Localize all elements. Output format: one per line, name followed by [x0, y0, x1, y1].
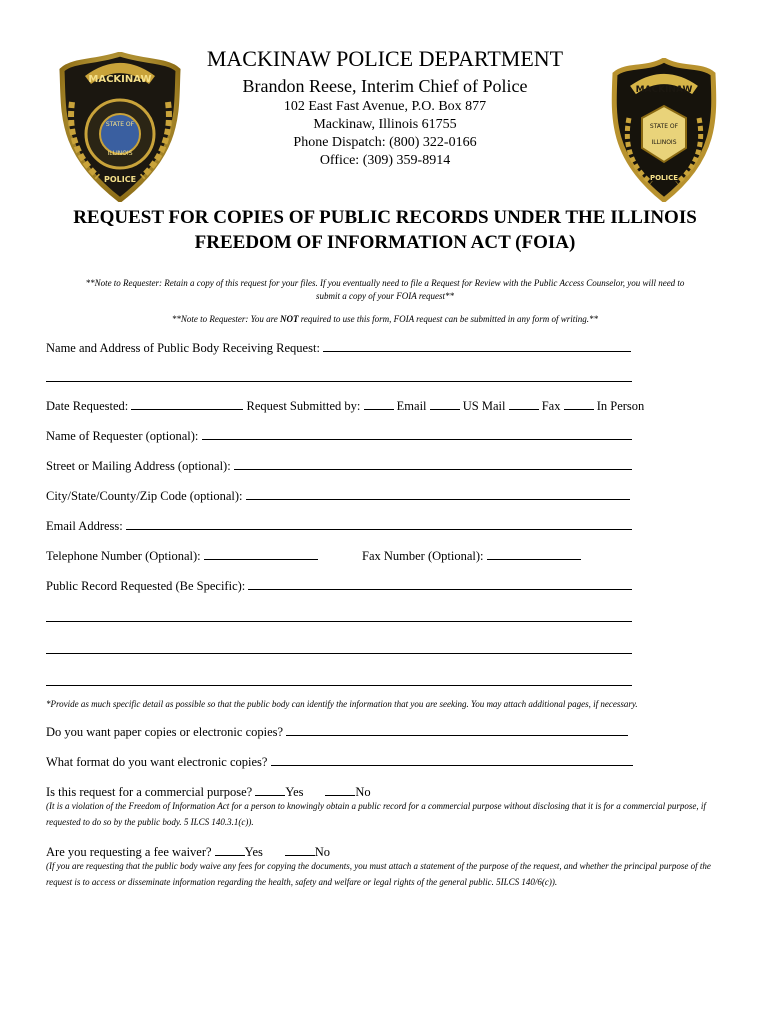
requester-name-row	[46, 428, 632, 444]
email-label: Email Address:	[46, 519, 123, 533]
record-input-3[interactable]	[46, 642, 632, 654]
chief-name: Brandon Reese, Interim Chief of Police	[242, 76, 528, 96]
address-line-1: 102 East Fast Avenue, P.O. Box 877	[283, 99, 487, 114]
copies-row	[46, 724, 628, 740]
record-row-3	[46, 642, 632, 658]
copies-input[interactable]	[286, 724, 628, 736]
left-badge-bottom-text: POLICE	[103, 175, 137, 184]
date-row	[46, 398, 644, 414]
form-title-line-2: FREEDOM OF INFORMATION ACT (FOIA)	[194, 232, 576, 253]
date-requested-input[interactable]	[131, 398, 243, 410]
right-badge-top-text: MACKINAW	[635, 85, 693, 95]
inperson-option-label: In Person	[596, 399, 645, 413]
public-body-input-2[interactable]	[46, 370, 632, 382]
fee-no-line[interactable]	[285, 844, 315, 856]
telephone-row	[46, 548, 318, 564]
specific-detail-note: *Provide as much specific detail as possible so that the public body can identify the information that you are seeking. You may attach additional pages, if necessary.	[46, 699, 638, 709]
retain-note-line-1: **Note to Requester: Retain a copy of this request for your files. If you eventually need to file a Request for Review with the Public Access Counselor, you will need to	[85, 278, 685, 288]
public-body-row	[46, 340, 631, 356]
form-title	[40, 205, 730, 255]
not-required-note	[30, 313, 740, 326]
fee-waiver-note: (If you are requesting that the public body waive any fees for copying the documents, you must attach a statement of the purpose of the request, and whether the principal purpose of the request is to access or disseminate information regarding the health, safety and welfare or legal rights of the general public. 5ILCS 140/6(c)).	[46, 861, 711, 887]
email-input[interactable]	[126, 518, 632, 530]
date-requested-label: Date Requested:	[46, 399, 129, 413]
copies-label: Do you want paper copies or electronic copies?	[46, 725, 284, 739]
email-checkbox-line[interactable]	[364, 398, 394, 410]
city-input[interactable]	[246, 488, 630, 500]
right-badge-bottom-text: POLICE	[649, 174, 679, 182]
fee-no-label: No	[314, 845, 331, 859]
city-row	[46, 488, 630, 504]
record-row-4	[46, 674, 632, 690]
street-row	[46, 458, 632, 474]
phone-dispatch: Phone Dispatch: (800) 322-0166	[293, 135, 477, 150]
commercial-no-line[interactable]	[325, 784, 355, 796]
telephone-input[interactable]	[204, 548, 318, 560]
right-badge-state-text: STATE OF	[649, 123, 679, 130]
format-label: What format do you want electronic copies?	[46, 755, 268, 769]
record-row-2	[46, 610, 632, 626]
retain-note-line-2: submit a copy of your FOIA request**	[316, 291, 454, 301]
requester-name-input[interactable]	[202, 428, 632, 440]
left-badge-top-text: MACKINAW	[88, 74, 152, 85]
email-row	[46, 518, 632, 534]
commercial-yes-line[interactable]	[255, 784, 285, 796]
fax-input[interactable]	[487, 548, 581, 560]
record-input-2[interactable]	[46, 610, 632, 622]
submitted-by-label: Request Submitted by:	[246, 399, 361, 413]
public-body-input[interactable]	[323, 340, 631, 352]
email-option-label: Email	[396, 399, 427, 413]
fax-checkbox-line[interactable]	[509, 398, 539, 410]
left-badge-state-text: STATE OF	[105, 121, 135, 128]
commercial-no-label: No	[355, 785, 371, 799]
commercial-yes-label: Yes	[285, 785, 304, 799]
left-badge-state2-text: ILLINOIS	[107, 150, 133, 157]
commercial-note: (It is a violation of the Freedom of Information Act for a person to knowingly obtain a public record for a commercial purpose without disclosing that it is for a commercial purpose, if requested to do so by the public body. 5 ILCS 140.3.1(c)).	[46, 801, 706, 827]
record-row	[46, 578, 632, 594]
city-label: City/State/County/Zip Code (optional):	[46, 489, 243, 503]
fee-yes-line[interactable]	[215, 844, 245, 856]
right-badge-state2-text: ILLINOIS	[651, 139, 677, 146]
street-input[interactable]	[234, 458, 632, 470]
public-body-label: Name and Address of Public Body Receiving Request:	[46, 341, 320, 355]
record-input[interactable]	[248, 578, 632, 590]
retain-copy-note	[30, 277, 740, 303]
inperson-checkbox-line[interactable]	[564, 398, 594, 410]
address-line-2: Mackinaw, Illinois 61755	[313, 117, 457, 132]
commercial-label: Is this request for a commercial purpose?	[46, 785, 253, 799]
office-phone: Office: (309) 359-8914	[319, 153, 451, 168]
format-input[interactable]	[271, 754, 633, 766]
fax-row	[362, 548, 581, 564]
fax-label: Fax Number (Optional):	[362, 549, 484, 563]
fax-option-label: Fax	[541, 399, 561, 413]
fee-yes-label: Yes	[244, 845, 263, 859]
form-title-line-1: REQUEST FOR COPIES OF PUBLIC RECORDS UNDER THE ILLINOIS	[73, 207, 697, 228]
telephone-label: Telephone Number (Optional):	[46, 549, 201, 563]
street-label: Street or Mailing Address (optional):	[46, 459, 231, 473]
record-label: Public Record Requested (Be Specific):	[46, 579, 246, 593]
not-required-pre: **Note to Requester: You are	[171, 314, 280, 324]
record-input-4[interactable]	[46, 674, 632, 686]
usmail-checkbox-line[interactable]	[430, 398, 460, 410]
public-body-row-2	[46, 370, 632, 386]
department-name: MACKINAW POLICE DEPARTMENT	[206, 46, 564, 71]
not-required-bold: NOT	[280, 314, 299, 324]
usmail-option-label: US Mail	[462, 399, 506, 413]
fee-waiver-label: Are you requesting a fee waiver?	[46, 845, 212, 859]
not-required-post: required to use this form, FOIA request can be submitted in any form of writing.**	[298, 314, 599, 324]
requester-name-label: Name of Requester (optional):	[46, 429, 199, 443]
format-row	[46, 754, 633, 770]
